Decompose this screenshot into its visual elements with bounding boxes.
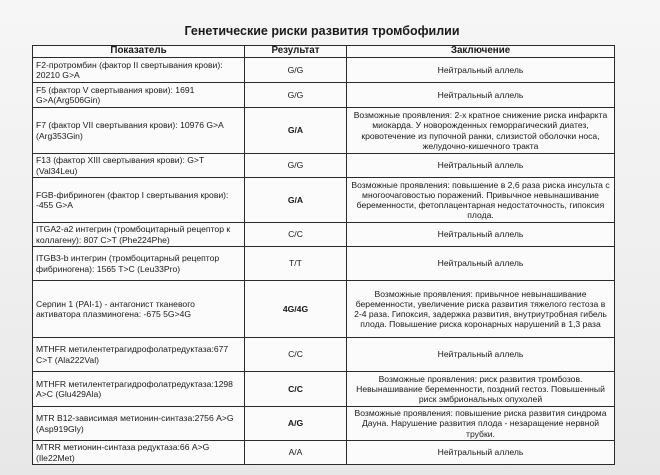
row-result: C/C — [245, 223, 347, 247]
table-row — [33, 154, 615, 178]
row-parameter: F13 (фактор XIII свертывания крови): G>T (Val34Leu) — [33, 154, 245, 178]
row-parameter: F7 (фактор VII свертывания крови): 10976 G>A (Arg353Gin) — [33, 108, 245, 154]
row-conclusion: Возможные проявления: повышение в 2,6 раза риска инсульта с многоочаговостью поражений. Привычное невынашивание беременности, фетоплацентарная недостаточность, гипоксия плода. — [347, 178, 615, 223]
row-result: G/G — [245, 58, 347, 83]
row-conclusion: Нейтральный аллель — [347, 441, 615, 465]
row-conclusion: Нейтральный аллель — [347, 83, 615, 108]
header-conclusion: Заключение — [347, 46, 615, 58]
table-row — [33, 83, 615, 108]
row-parameter: MTHFR метилентетрагидрофолатредуктаза:1298 A>C (Glu429Ala) — [33, 372, 245, 407]
row-result: G/G — [245, 83, 347, 108]
row-conclusion: Возможные проявления: привычное невынашивание беременности, увеличение риска развития тяжелого гестоза в 2-4 раза. Гипоксия, задержка развития, внутриутробная гибель плода. Повышение риска коронарных нарушений в 1,3 раза — [347, 281, 615, 338]
row-conclusion: Нейтральный аллель — [347, 58, 615, 83]
table-row — [33, 372, 615, 407]
row-conclusion: Возможные проявления: риск развития тромбозов. Невынашивание беременности, поздний гестоз. Повышенный риск эмбриональных опухолей — [347, 372, 615, 407]
document-title: Генетические риски развития тромбофилии — [184, 24, 460, 38]
row-result: T/T — [245, 247, 347, 281]
row-conclusion: Нейтральный аллель — [347, 247, 615, 281]
row-result: G/A — [245, 108, 347, 154]
table-header-row — [33, 46, 615, 58]
header-result: Результат — [245, 46, 347, 58]
row-conclusion: Нейтральный аллель — [347, 154, 615, 178]
row-result: C/C — [245, 338, 347, 372]
row-result: C/C — [245, 372, 347, 407]
row-conclusion: Возможные проявления: повышение риска развития синдрома Дауна. Нарушение развития плода - незаращение нервной трубки. — [347, 407, 615, 441]
row-result: G/G — [245, 154, 347, 178]
table-row — [33, 281, 615, 338]
table-row — [33, 407, 615, 441]
row-conclusion: Возможные проявления: 2-х кратное снижение риска инфаркта миокарда. У новорожденных геморрагический диатез, кровотечение из пупочной ранки, слизистой оболочки носа, желудочно-кишечного тракта — [347, 108, 615, 154]
table-row — [33, 223, 615, 247]
row-result: A/A — [245, 441, 347, 465]
table-row — [33, 58, 615, 83]
table-row — [33, 441, 615, 465]
row-parameter: MTRR метионин-синтаза редуктаза:66 A>G (Ile22Met) — [33, 441, 245, 465]
row-parameter: ITGB3-b интегрин (тромбоцитарный рецептор фибриногена): 1565 T>C (Leu33Pro) — [33, 247, 245, 281]
row-result: 4G/4G — [245, 281, 347, 338]
row-result: G/A — [245, 178, 347, 223]
thrombophilia-risk-table — [32, 45, 615, 465]
row-parameter: MTR B12-зависимая метионин-синтаза:2756 A>G (Asp919Gly) — [33, 407, 245, 441]
row-result: A/G — [245, 407, 347, 441]
row-parameter: F5 (фактор V свертывания крови): 1691 G>A(Arg506Gin) — [33, 83, 245, 108]
header-parameter: Показатель — [33, 46, 245, 58]
row-conclusion: Нейтральный аллель — [347, 338, 615, 372]
row-parameter: MTHFR метилентетрагидрофолатредуктаза:677 C>T (Ala222Val) — [33, 338, 245, 372]
table-row — [33, 178, 615, 223]
row-parameter: Серпин 1 (PAI-1) - антагонист тканевого активатора плазминогена: -675 5G>4G — [33, 281, 245, 338]
table-row — [33, 108, 615, 154]
row-parameter: FGB-фибриноген (фактор I свертывания крови): -455 G>A — [33, 178, 245, 223]
row-parameter: ITGA2-a2 интегрин (тромбоцитарный рецептор к коллагену): 807 C>T (Phe224Phe) — [33, 223, 245, 247]
table-row — [33, 247, 615, 281]
table-row — [33, 338, 615, 372]
row-parameter: F2-протромбин (фактор II свертывания крови): 20210 G>A — [33, 58, 245, 83]
row-conclusion: Нейтральный аллель — [347, 223, 615, 247]
